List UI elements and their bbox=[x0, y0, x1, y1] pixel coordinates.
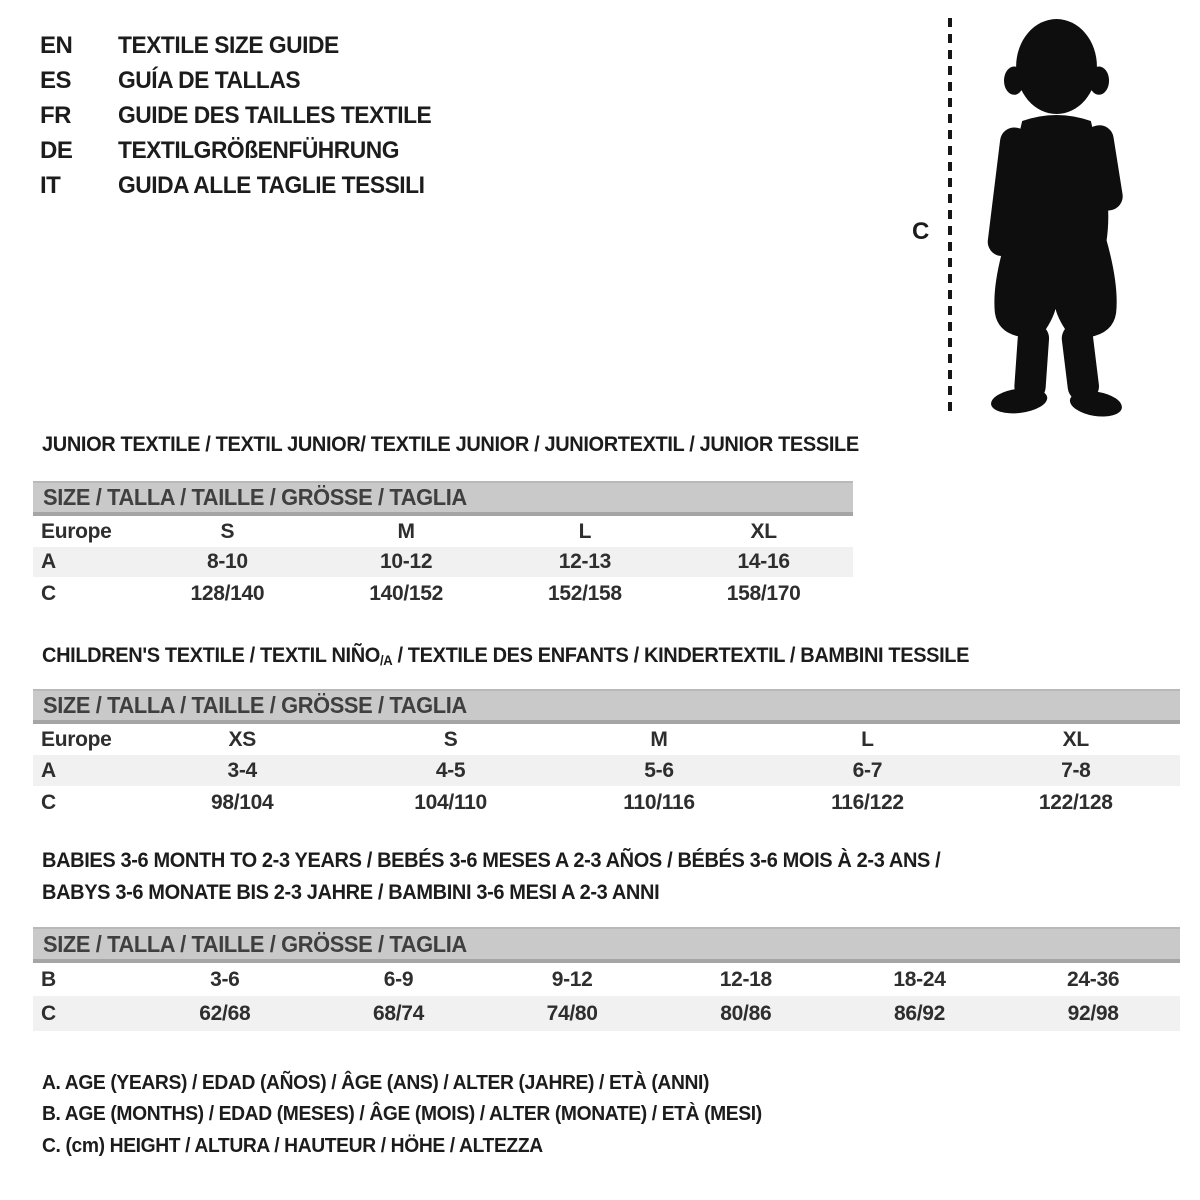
children-title-part2: / TEXTILE DES ENFANTS / KINDERTEXTIL / BAMBINI TESSILE bbox=[392, 643, 970, 667]
table-cell: 86/92 bbox=[893, 1001, 946, 1025]
lang-code: IT bbox=[40, 171, 61, 199]
table-cell: 140/152 bbox=[369, 582, 444, 605]
row-label: C bbox=[41, 582, 56, 605]
table-cell: 3-4 bbox=[227, 758, 257, 782]
table-cell: 152/158 bbox=[547, 582, 622, 605]
table-cell: M bbox=[397, 520, 415, 543]
legend-line-c: C. (cm) HEIGHT / ALTURA / HAUTEUR / HÖHE / ALTEZZA bbox=[42, 1134, 543, 1157]
babies-section-title-line2: BABYS 3-6 MONATE BIS 2-3 JAHRE / BAMBINI 3-6 MESI A 2-3 ANNI bbox=[42, 880, 660, 904]
row-label: A bbox=[41, 550, 56, 573]
junior-height-row bbox=[33, 578, 853, 610]
lang-title: TEXTILGRÖßENFÜHRUNG bbox=[118, 136, 400, 164]
table-cell: L bbox=[861, 728, 874, 751]
table-cell: 9-12 bbox=[551, 967, 593, 991]
height-measure-label: C bbox=[912, 218, 930, 245]
lang-code: EN bbox=[40, 31, 73, 59]
table-cell: M bbox=[650, 728, 668, 751]
table-cell: 6-7 bbox=[852, 758, 883, 782]
table-cell: 8-10 bbox=[206, 550, 248, 573]
table-cell: XS bbox=[228, 728, 256, 751]
row-label: C bbox=[41, 791, 56, 814]
row-label: Europe bbox=[41, 520, 112, 543]
children-size-header-bar bbox=[33, 689, 1180, 724]
table-cell: 18-24 bbox=[893, 967, 946, 991]
height-measure-dashed-line bbox=[948, 18, 952, 416]
row-label: Europe bbox=[41, 728, 112, 751]
lang-title: TEXTILE SIZE GUIDE bbox=[118, 31, 339, 59]
language-title-block bbox=[40, 28, 448, 203]
lang-row-fr bbox=[40, 98, 448, 133]
table-cell: 80/86 bbox=[720, 1001, 772, 1025]
babies-height-row bbox=[33, 996, 1180, 1031]
row-label: B bbox=[41, 967, 56, 991]
table-cell: 122/128 bbox=[1038, 791, 1113, 814]
table-cell: S bbox=[220, 520, 235, 543]
table-cell: 6-9 bbox=[383, 967, 414, 991]
lang-row-en bbox=[40, 28, 448, 63]
table-cell: XL bbox=[1062, 728, 1089, 751]
table-cell: 5-6 bbox=[644, 758, 674, 782]
babies-size-header-bar bbox=[33, 927, 1180, 963]
lang-code: DE bbox=[40, 136, 73, 164]
table-cell: XL bbox=[750, 520, 777, 543]
children-height-row bbox=[33, 787, 1180, 819]
table-cell: 158/170 bbox=[726, 582, 801, 605]
children-size-header-row bbox=[33, 725, 1180, 755]
children-title-subscript: /A bbox=[379, 652, 393, 668]
table-cell: 24-36 bbox=[1067, 967, 1120, 991]
size-header-label: SIZE / TALLA / TAILLE / GRÖSSE / TAGLIA bbox=[43, 692, 467, 718]
junior-size-header-bar bbox=[33, 481, 853, 516]
junior-section-title: JUNIOR TEXTILE / TEXTIL JUNIOR/ TEXTILE JUNIOR / JUNIORTEXTIL / JUNIOR TESSILE bbox=[42, 432, 859, 456]
table-cell: 3-6 bbox=[210, 967, 240, 991]
table-cell: 10-12 bbox=[380, 550, 433, 573]
table-cell: L bbox=[578, 520, 592, 543]
table-cell: 14-16 bbox=[737, 550, 790, 573]
table-cell: S bbox=[443, 728, 458, 751]
legend-line-a: A. AGE (YEARS) / EDAD (AÑOS) / ÂGE (ANS) / ALTER (JAHRE) / ETÀ (ANNI) bbox=[42, 1071, 710, 1094]
table-cell: 12-13 bbox=[558, 550, 611, 573]
lang-code: ES bbox=[40, 66, 72, 94]
table-cell: 4-5 bbox=[435, 758, 466, 782]
children-age-row bbox=[33, 755, 1180, 786]
table-cell: 128/140 bbox=[190, 582, 265, 605]
lang-row-es bbox=[40, 63, 448, 98]
babies-months-row bbox=[33, 963, 1180, 996]
row-label: A bbox=[41, 758, 56, 782]
table-cell: 62/68 bbox=[199, 1001, 251, 1025]
size-header-label: SIZE / TALLA / TAILLE / GRÖSSE / TAGLIA bbox=[43, 930, 467, 957]
table-cell: 116/122 bbox=[831, 791, 904, 814]
size-header-label: SIZE / TALLA / TAILLE / GRÖSSE / TAGLIA bbox=[43, 484, 467, 510]
table-cell: 98/104 bbox=[210, 791, 274, 814]
table-cell: 74/80 bbox=[546, 1001, 598, 1025]
junior-age-row bbox=[33, 547, 853, 577]
lang-title: GUÍA DE TALLAS bbox=[118, 66, 301, 94]
table-cell: 68/74 bbox=[372, 1001, 425, 1025]
junior-size-header-row bbox=[33, 517, 853, 547]
lang-title: GUIDE DES TAILLES TEXTILE bbox=[118, 101, 432, 129]
children-title-part1: CHILDREN'S TEXTILE / TEXTIL NIÑO bbox=[42, 643, 380, 667]
lang-row-de bbox=[40, 133, 448, 168]
table-cell: 104/110 bbox=[414, 791, 487, 814]
table-cell: 12-18 bbox=[719, 967, 772, 991]
legend-line-b: B. AGE (MONTHS) / EDAD (MESES) / ÂGE (MOIS) / ALTER (MONATE) / ETÀ (MESI) bbox=[42, 1102, 762, 1125]
lang-title: GUIDA ALLE TAGLIE TESSILI bbox=[118, 171, 425, 199]
children-section-title bbox=[42, 643, 969, 668]
table-cell: 92/98 bbox=[1067, 1001, 1119, 1025]
lang-code: FR bbox=[40, 101, 71, 129]
babies-section-title-line1: BABIES 3-6 MONTH TO 2-3 YEARS / BEBÉS 3-6 MESES A 2-3 AÑOS / BÉBÉS 3-6 MOIS À 2-3 ANS / bbox=[42, 848, 941, 872]
table-cell: 7-8 bbox=[1061, 758, 1091, 782]
table-cell: 110/116 bbox=[623, 791, 695, 814]
toddler-silhouette-image bbox=[962, 14, 1147, 418]
row-label: C bbox=[41, 1001, 56, 1025]
lang-row-it bbox=[40, 168, 448, 203]
